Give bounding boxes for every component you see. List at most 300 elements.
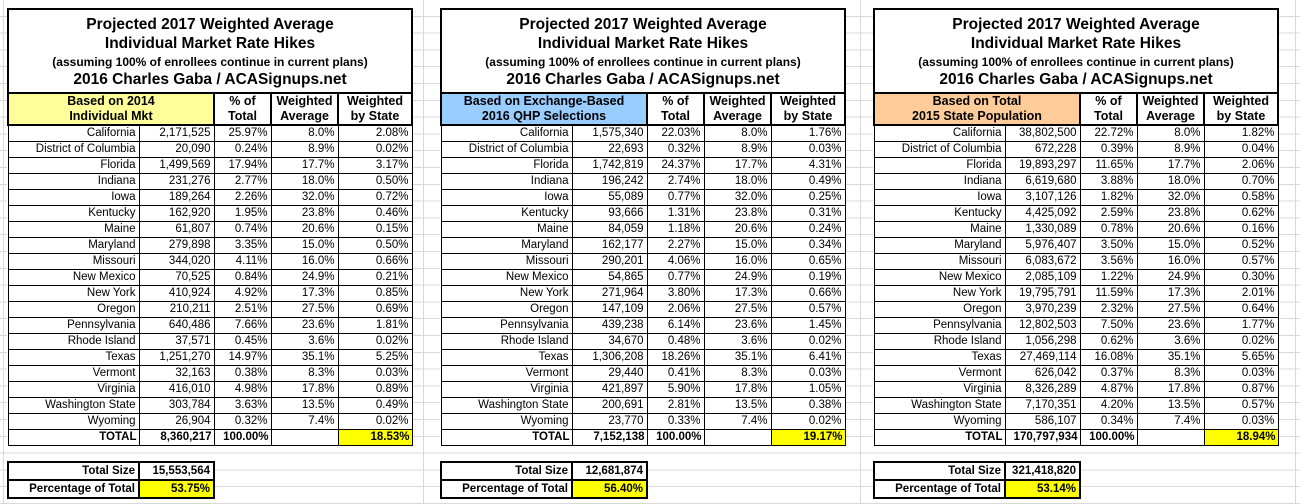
weighted-average-cell: 23.8% [704, 205, 771, 221]
state-name-cell: Wyoming [441, 413, 572, 429]
rate-hike-table [7, 8, 413, 446]
state-name-cell: Iowa [441, 189, 572, 205]
enrollment-cell: 1,330,089 [1005, 221, 1080, 237]
state-name-cell: Indiana [441, 173, 572, 189]
state-row [8, 285, 412, 301]
total-size-value: 12,681,874 [572, 462, 647, 480]
percentage-of-total-value: 53.14% [1005, 480, 1080, 498]
column-header-row [874, 93, 1278, 125]
weighted-by-state-cell: 0.69% [338, 301, 412, 317]
weighted-by-state-cell: 0.02% [771, 333, 845, 349]
column-header-row [8, 93, 412, 125]
state-name-cell: Maine [874, 221, 1005, 237]
percentage-of-total-row [874, 480, 1080, 498]
total-size-label: Total Size [874, 462, 1005, 480]
state-row [8, 413, 412, 429]
weighted-by-state-cell: 0.57% [1204, 397, 1278, 413]
weighted-by-state-cell: 1.05% [771, 381, 845, 397]
rate-hike-table [440, 8, 846, 446]
basis-header-line1: Based on Total [932, 94, 1022, 108]
total-pct-cell: 100.00% [214, 429, 271, 445]
total-enrollment-cell: 170,797,934 [1005, 429, 1080, 445]
grid-gap [873, 446, 1277, 461]
state-row [441, 141, 845, 157]
pct-of-total-cell: 0.37% [1080, 365, 1137, 381]
enrollment-cell: 3,970,239 [1005, 301, 1080, 317]
pct-of-total-cell: 2.81% [647, 397, 704, 413]
weighted-average-cell: 23.6% [1137, 317, 1204, 333]
state-row [441, 157, 845, 173]
state-name-cell: Iowa [874, 189, 1005, 205]
weighted-by-state-cell: 0.89% [338, 381, 412, 397]
state-row [874, 173, 1278, 189]
weighted-average-cell: 20.6% [704, 221, 771, 237]
state-row [874, 365, 1278, 381]
state-name-cell: Vermont [441, 365, 572, 381]
weighted-average-cell: 13.5% [271, 397, 338, 413]
basis-header-line1: Based on 2014 [67, 94, 155, 108]
state-row [8, 189, 412, 205]
weighted-by-state-cell: 0.02% [771, 413, 845, 429]
pct-of-total-cell: 3.50% [1080, 237, 1137, 253]
state-row [8, 205, 412, 221]
enrollment-cell: 6,083,672 [1005, 253, 1080, 269]
total-size-value: 321,418,820 [1005, 462, 1080, 480]
weighted-average-cell: 23.8% [1137, 205, 1204, 221]
enrollment-cell: 19,795,791 [1005, 285, 1080, 301]
state-row [8, 141, 412, 157]
weighted-average-cell: 7.4% [704, 413, 771, 429]
title-subtitle: (assuming 100% of enrollees continue in current plans) [918, 55, 1234, 69]
weighted-average-cell: 18.0% [704, 173, 771, 189]
weighted-by-state-cell: 0.24% [771, 221, 845, 237]
state-row [8, 269, 412, 285]
pct-of-total-cell: 7.66% [214, 317, 271, 333]
col-header-weighted-by-state: Weighted by State [338, 93, 412, 125]
weighted-average-cell: 7.4% [1137, 413, 1204, 429]
panel-title-block [441, 9, 845, 93]
rate-hike-table [873, 8, 1279, 446]
weighted-by-state-cell: 0.04% [1204, 141, 1278, 157]
pct-of-total-cell: 14.97% [214, 349, 271, 365]
weighted-by-state-cell: 0.15% [338, 221, 412, 237]
weighted-by-state-cell: 0.66% [338, 253, 412, 269]
total-size-value: 15,553,564 [139, 462, 214, 480]
state-row [441, 173, 845, 189]
weighted-average-cell: 8.9% [704, 141, 771, 157]
enrollment-cell: 586,107 [1005, 413, 1080, 429]
pct-of-total-cell: 0.38% [214, 365, 271, 381]
state-name-cell: Missouri [441, 253, 572, 269]
title-line-1: Projected 2017 Weighted Average [86, 16, 334, 33]
weighted-average-cell: 13.5% [704, 397, 771, 413]
weighted-average-cell: 17.8% [271, 381, 338, 397]
enrollment-cell: 1,306,208 [572, 349, 647, 365]
state-row [8, 125, 412, 141]
weighted-by-state-cell: 0.03% [1204, 365, 1278, 381]
state-row [874, 413, 1278, 429]
enrollment-cell: 22,693 [572, 141, 647, 157]
pct-of-total-cell: 4.92% [214, 285, 271, 301]
pct-of-total-cell: 4.06% [647, 253, 704, 269]
state-name-cell: Texas [8, 349, 139, 365]
enrollment-cell: 20,090 [139, 141, 214, 157]
pct-of-total-cell: 2.32% [1080, 301, 1137, 317]
weighted-average-cell: 23.6% [271, 317, 338, 333]
enrollment-cell: 200,691 [572, 397, 647, 413]
enrollment-cell: 231,276 [139, 173, 214, 189]
total-label-cell: TOTAL [8, 429, 139, 445]
state-name-cell: Washington State [8, 397, 139, 413]
weighted-average-cell: 3.6% [704, 333, 771, 349]
state-name-cell: Vermont [874, 365, 1005, 381]
total-size-row [8, 462, 214, 480]
enrollment-cell: 147,109 [572, 301, 647, 317]
weighted-by-state-cell: 5.25% [338, 349, 412, 365]
state-name-cell: Oregon [441, 301, 572, 317]
state-rows [874, 125, 1278, 445]
weighted-average-cell: 32.0% [271, 189, 338, 205]
weighted-by-state-cell: 1.45% [771, 317, 845, 333]
total-weighted-cell: 18.94% [1204, 429, 1278, 445]
pct-of-total-cell: 4.87% [1080, 381, 1137, 397]
weighted-average-cell: 35.1% [1137, 349, 1204, 365]
enrollment-cell: 640,486 [139, 317, 214, 333]
weighted-by-state-cell: 0.70% [1204, 173, 1278, 189]
enrollment-cell: 34,670 [572, 333, 647, 349]
weighted-average-cell: 17.3% [271, 285, 338, 301]
pct-of-total-cell: 2.59% [1080, 205, 1137, 221]
percentage-of-total-value: 53.75% [139, 480, 214, 498]
enrollment-cell: 626,042 [1005, 365, 1080, 381]
pct-of-total-cell: 3.56% [1080, 253, 1137, 269]
state-row [874, 333, 1278, 349]
state-name-cell: Virginia [441, 381, 572, 397]
rate-hike-panel [873, 8, 1277, 499]
weighted-average-cell: 24.9% [1137, 269, 1204, 285]
weighted-by-state-cell: 0.25% [771, 189, 845, 205]
weighted-average-cell: 24.9% [704, 269, 771, 285]
total-weighted-cell: 18.53% [338, 429, 412, 445]
total-label-cell: TOTAL [441, 429, 572, 445]
pct-of-total-cell: 2.74% [647, 173, 704, 189]
percentage-of-total-label: Percentage of Total [874, 480, 1005, 498]
state-row [441, 301, 845, 317]
enrollment-cell: 1,056,298 [1005, 333, 1080, 349]
enrollment-cell: 32,163 [139, 365, 214, 381]
col-header-weighted-average: Weighted Average [704, 93, 771, 125]
weighted-by-state-cell: 1.76% [771, 125, 845, 141]
weighted-by-state-cell: 0.65% [771, 253, 845, 269]
enrollment-cell: 1,251,270 [139, 349, 214, 365]
state-name-cell: California [874, 125, 1005, 141]
title-row [8, 9, 412, 93]
state-name-cell: Oregon [8, 301, 139, 317]
weighted-average-cell: 32.0% [1137, 189, 1204, 205]
weighted-by-state-cell: 0.03% [1204, 413, 1278, 429]
state-row [441, 349, 845, 365]
state-row [8, 221, 412, 237]
total-size-row [874, 462, 1080, 480]
enrollment-cell: 3,107,126 [1005, 189, 1080, 205]
weighted-average-cell: 20.6% [271, 221, 338, 237]
enrollment-cell: 37,571 [139, 333, 214, 349]
state-name-cell: Florida [874, 157, 1005, 173]
weighted-by-state-cell: 0.03% [771, 365, 845, 381]
state-name-cell: Maryland [874, 237, 1005, 253]
pct-of-total-cell: 0.62% [1080, 333, 1137, 349]
pct-of-total-cell: 1.22% [1080, 269, 1137, 285]
state-name-cell: Florida [441, 157, 572, 173]
enrollment-cell: 7,170,351 [1005, 397, 1080, 413]
weighted-by-state-cell: 2.01% [1204, 285, 1278, 301]
weighted-average-cell: 27.5% [271, 301, 338, 317]
weighted-by-state-cell: 3.17% [338, 157, 412, 173]
state-row [874, 349, 1278, 365]
state-row [441, 125, 845, 141]
enrollment-cell: 38,802,500 [1005, 125, 1080, 141]
enrollment-cell: 8,326,289 [1005, 381, 1080, 397]
state-row [441, 285, 845, 301]
state-name-cell: Kentucky [441, 205, 572, 221]
weighted-average-cell: 17.8% [1137, 381, 1204, 397]
enrollment-cell: 1,575,340 [572, 125, 647, 141]
state-row [8, 301, 412, 317]
state-name-cell: Pennsylvania [441, 317, 572, 333]
pct-of-total-cell: 0.74% [214, 221, 271, 237]
state-name-cell: California [8, 125, 139, 141]
percentage-of-total-row [441, 480, 647, 498]
total-weighted-cell: 19.17% [771, 429, 845, 445]
state-rows [441, 125, 845, 445]
state-name-cell: Iowa [8, 189, 139, 205]
state-row [8, 381, 412, 397]
pct-of-total-cell: 18.26% [647, 349, 704, 365]
state-row [8, 237, 412, 253]
enrollment-cell: 19,893,297 [1005, 157, 1080, 173]
enrollment-cell: 421,897 [572, 381, 647, 397]
weighted-by-state-cell: 1.81% [338, 317, 412, 333]
enrollment-cell: 54,865 [572, 269, 647, 285]
rate-hike-panel [440, 8, 844, 499]
weighted-by-state-cell: 0.72% [338, 189, 412, 205]
pct-of-total-cell: 5.90% [647, 381, 704, 397]
title-row [441, 9, 845, 93]
basis-header-line2: 2016 QHP Selections [481, 109, 607, 123]
state-name-cell: Washington State [441, 397, 572, 413]
weighted-by-state-cell: 0.02% [338, 141, 412, 157]
pct-of-total-cell: 6.14% [647, 317, 704, 333]
weighted-average-cell: 8.0% [1137, 125, 1204, 141]
weighted-average-cell: 18.0% [271, 173, 338, 189]
state-name-cell: Missouri [874, 253, 1005, 269]
state-name-cell: New Mexico [8, 269, 139, 285]
state-row [874, 157, 1278, 173]
weighted-average-cell: 17.3% [1137, 285, 1204, 301]
pct-of-total-cell: 0.77% [647, 189, 704, 205]
title-line-2: Individual Market Rate Hikes [104, 35, 316, 52]
state-name-cell: Rhode Island [8, 333, 139, 349]
total-pct-cell: 100.00% [1080, 429, 1137, 445]
total-size-row [441, 462, 647, 480]
state-name-cell: Virginia [8, 381, 139, 397]
title-line-2: Individual Market Rate Hikes [970, 35, 1182, 52]
title-row [874, 9, 1278, 93]
pct-of-total-cell: 2.77% [214, 173, 271, 189]
weighted-average-cell: 3.6% [271, 333, 338, 349]
weighted-average-cell: 17.3% [704, 285, 771, 301]
enrollment-cell: 290,201 [572, 253, 647, 269]
weighted-by-state-cell: 0.57% [1204, 253, 1278, 269]
state-row [8, 349, 412, 365]
pct-of-total-cell: 0.32% [214, 413, 271, 429]
pct-of-total-cell: 0.33% [647, 413, 704, 429]
pct-of-total-cell: 4.98% [214, 381, 271, 397]
weighted-by-state-cell: 0.87% [1204, 381, 1278, 397]
pct-of-total-cell: 3.80% [647, 285, 704, 301]
title-byline: 2016 Charles Gaba / ACASignups.net [506, 71, 780, 88]
weighted-average-cell: 8.9% [271, 141, 338, 157]
total-blank-cell [271, 429, 338, 445]
enrollment-cell: 1,499,569 [139, 157, 214, 173]
state-name-cell: New York [8, 285, 139, 301]
weighted-by-state-cell: 0.58% [1204, 189, 1278, 205]
weighted-by-state-cell: 0.62% [1204, 205, 1278, 221]
enrollment-cell: 23,770 [572, 413, 647, 429]
enrollment-cell: 55,089 [572, 189, 647, 205]
state-row [441, 333, 845, 349]
title-byline: 2016 Charles Gaba / ACASignups.net [73, 71, 347, 88]
weighted-average-cell: 24.9% [271, 269, 338, 285]
weighted-average-cell: 13.5% [1137, 397, 1204, 413]
state-name-cell: Vermont [8, 365, 139, 381]
enrollment-cell: 4,425,092 [1005, 205, 1080, 221]
enrollment-cell: 2,085,109 [1005, 269, 1080, 285]
weighted-by-state-cell: 0.50% [338, 237, 412, 253]
state-name-cell: Rhode Island [441, 333, 572, 349]
basis-header [8, 93, 214, 125]
state-row [8, 317, 412, 333]
weighted-average-cell: 16.0% [271, 253, 338, 269]
weighted-average-cell: 15.0% [271, 237, 338, 253]
percentage-of-total-value: 56.40% [572, 480, 647, 498]
pct-of-total-cell: 4.20% [1080, 397, 1137, 413]
weighted-by-state-cell: 2.06% [1204, 157, 1278, 173]
title-subtitle: (assuming 100% of enrollees continue in current plans) [485, 55, 801, 69]
weighted-average-cell: 23.8% [271, 205, 338, 221]
state-row [874, 317, 1278, 333]
col-header-weighted-average: Weighted Average [1137, 93, 1204, 125]
enrollment-cell: 26,904 [139, 413, 214, 429]
spreadsheet [7, 8, 1277, 499]
state-row [874, 269, 1278, 285]
pct-of-total-cell: 0.48% [647, 333, 704, 349]
basis-header [441, 93, 647, 125]
state-name-cell: California [441, 125, 572, 141]
state-name-cell: Maryland [8, 237, 139, 253]
col-header-pct-of-total: % of Total [647, 93, 704, 125]
state-row [874, 285, 1278, 301]
weighted-average-cell: 8.0% [704, 125, 771, 141]
basis-header-line2: Individual Mkt [69, 109, 153, 123]
total-label-cell: TOTAL [874, 429, 1005, 445]
pct-of-total-cell: 24.37% [647, 157, 704, 173]
total-enrollment-cell: 7,152,138 [572, 429, 647, 445]
state-name-cell: Maryland [441, 237, 572, 253]
weighted-average-cell: 15.0% [704, 237, 771, 253]
pct-of-total-cell: 1.18% [647, 221, 704, 237]
weighted-average-cell: 7.4% [271, 413, 338, 429]
enrollment-cell: 210,211 [139, 301, 214, 317]
enrollment-cell: 271,964 [572, 285, 647, 301]
enrollment-cell: 84,059 [572, 221, 647, 237]
total-row [874, 429, 1278, 445]
state-name-cell: Missouri [8, 253, 139, 269]
summary-table [7, 461, 215, 499]
pct-of-total-cell: 4.11% [214, 253, 271, 269]
state-name-cell: Texas [441, 349, 572, 365]
weighted-by-state-cell: 2.08% [338, 125, 412, 141]
weighted-average-cell: 17.7% [271, 157, 338, 173]
enrollment-cell: 279,898 [139, 237, 214, 253]
enrollment-cell: 162,177 [572, 237, 647, 253]
pct-of-total-cell: 17.94% [214, 157, 271, 173]
pct-of-total-cell: 0.41% [647, 365, 704, 381]
state-name-cell: District of Columbia [441, 141, 572, 157]
summary-table [440, 461, 648, 499]
total-row [8, 429, 412, 445]
enrollment-cell: 303,784 [139, 397, 214, 413]
weighted-by-state-cell: 0.19% [771, 269, 845, 285]
panel-title-block [874, 9, 1278, 93]
enrollment-cell: 672,228 [1005, 141, 1080, 157]
state-name-cell: New Mexico [441, 269, 572, 285]
weighted-average-cell: 16.0% [704, 253, 771, 269]
pct-of-total-cell: 2.26% [214, 189, 271, 205]
pct-of-total-cell: 3.63% [214, 397, 271, 413]
weighted-average-cell: 16.0% [1137, 253, 1204, 269]
state-name-cell: District of Columbia [874, 141, 1005, 157]
grid-gap [7, 446, 411, 461]
state-row [441, 381, 845, 397]
weighted-average-cell: 32.0% [704, 189, 771, 205]
total-row [441, 429, 845, 445]
state-row [441, 413, 845, 429]
weighted-average-cell: 20.6% [1137, 221, 1204, 237]
basis-header [874, 93, 1080, 125]
enrollment-cell: 93,666 [572, 205, 647, 221]
pct-of-total-cell: 2.06% [647, 301, 704, 317]
pct-of-total-cell: 22.72% [1080, 125, 1137, 141]
state-name-cell: Kentucky [8, 205, 139, 221]
pct-of-total-cell: 16.08% [1080, 349, 1137, 365]
weighted-by-state-cell: 0.49% [771, 173, 845, 189]
weighted-average-cell: 17.7% [704, 157, 771, 173]
state-name-cell: Texas [874, 349, 1005, 365]
weighted-by-state-cell: 0.49% [338, 397, 412, 413]
weighted-average-cell: 17.8% [704, 381, 771, 397]
enrollment-cell: 189,264 [139, 189, 214, 205]
pct-of-total-cell: 1.95% [214, 205, 271, 221]
state-name-cell: Florida [8, 157, 139, 173]
title-line-1: Projected 2017 Weighted Average [952, 16, 1200, 33]
state-row [441, 397, 845, 413]
state-row [441, 221, 845, 237]
state-row [874, 125, 1278, 141]
enrollment-cell: 196,242 [572, 173, 647, 189]
enrollment-cell: 12,802,503 [1005, 317, 1080, 333]
pct-of-total-cell: 0.34% [1080, 413, 1137, 429]
